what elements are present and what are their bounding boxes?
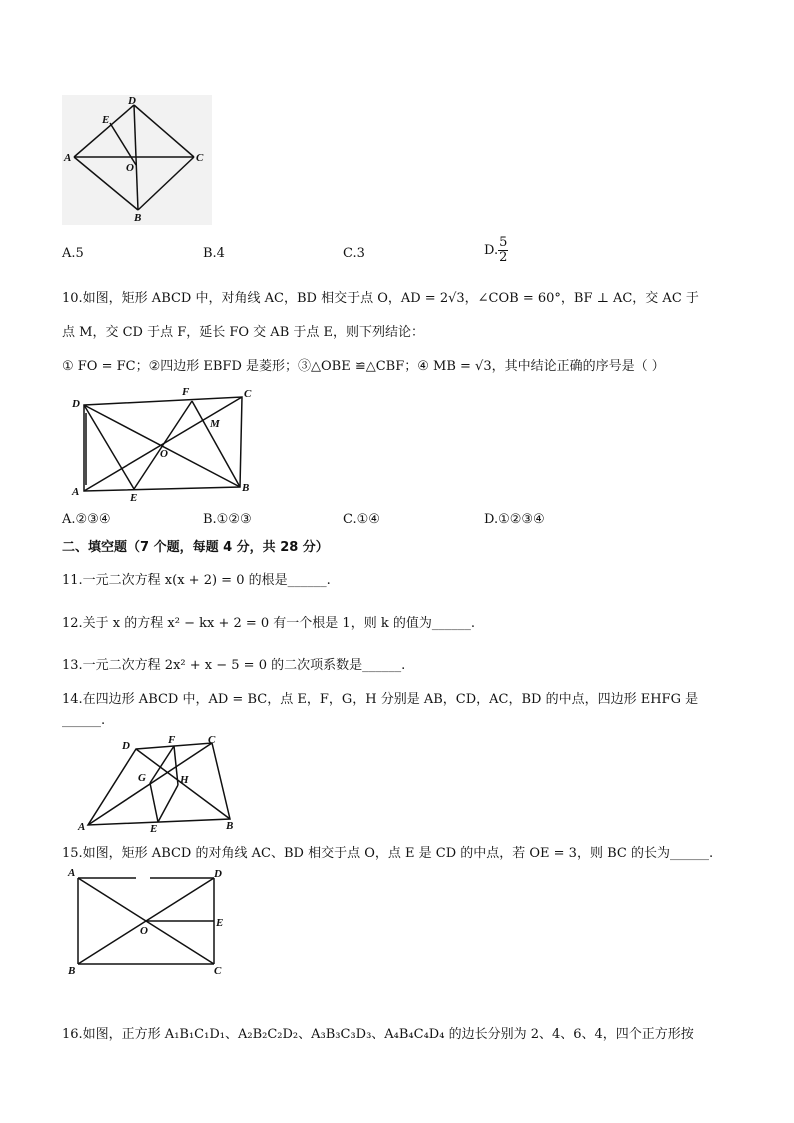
q15-label-a: A bbox=[68, 867, 76, 879]
q9-label-d: D bbox=[128, 95, 136, 107]
q14-label-a: A bbox=[78, 821, 86, 833]
q14-label-b: B bbox=[226, 820, 234, 832]
q10-label-o: O bbox=[160, 448, 168, 460]
q14-line-1: 14.在四边形 ABCD 中，AD = BC，点 E，F，G，H 分别是 AB，CD，AC，BD 的中点，四边形 EHFG 是 bbox=[62, 692, 699, 707]
q12-text: 12.关于 x 的方程 x² − kx + 2 = 0 有一个根是 1，则 k 的值为______. bbox=[62, 616, 475, 631]
q14-label-f: F bbox=[168, 734, 176, 746]
q11-text: 11.一元二次方程 x(x + 2) = 0 的根是______. bbox=[62, 573, 331, 588]
q10-option-c: C.①④ bbox=[343, 512, 380, 527]
q9-option-d-fraction bbox=[498, 236, 508, 265]
q15-label-b: B bbox=[68, 965, 76, 977]
q9-label-b: B bbox=[134, 212, 142, 224]
q14-label-g: G bbox=[138, 772, 146, 784]
q10-label-c: C bbox=[244, 388, 252, 400]
q16-text: 16.如图，正方形 A₁B₁C₁D₁、A₂B₂C₂D₂、A₃B₃C₃D₃、A₄B₄C₄D₄ 的边长分别为 2、4、6、4，四个正方形按 bbox=[62, 1027, 694, 1042]
q14-label-e: E bbox=[150, 823, 158, 833]
q14-line-2: ______. bbox=[62, 713, 106, 728]
q9-option-a: A.5 bbox=[62, 246, 84, 261]
q9-label-a: A bbox=[64, 152, 72, 164]
q9-option-d bbox=[484, 236, 508, 265]
q15-figure bbox=[64, 866, 244, 978]
q9-label-e: E bbox=[102, 114, 110, 126]
q14-label-h: H bbox=[180, 774, 189, 786]
q9-label-c: C bbox=[196, 152, 204, 164]
q9-option-b: B.4 bbox=[203, 246, 225, 261]
q14-label-d: D bbox=[122, 740, 130, 752]
q13-text: 13.一元二次方程 2x² + x − 5 = 0 的二次项系数是______. bbox=[62, 658, 406, 673]
q15-label-o: O bbox=[140, 925, 148, 937]
q10-line-1: 10.如图，矩形 ABCD 中，对角线 AC，BD 相交于点 O，AD = 2√3，∠COB = 60°，BF ⊥ AC，交 AC 于 bbox=[62, 291, 699, 306]
q9-option-d-label: D. bbox=[484, 243, 499, 258]
q10-figure bbox=[64, 383, 264, 503]
q15-label-c: C bbox=[214, 965, 222, 977]
q10-label-m: M bbox=[210, 418, 220, 430]
q9-fraction-num: 5 bbox=[499, 235, 508, 250]
q10-label-d: D bbox=[72, 398, 80, 410]
q15-label-e: E bbox=[216, 917, 224, 929]
q10-label-e: E bbox=[130, 492, 138, 503]
q15-line-1: 15.如图，矩形 ABCD 的对角线 AC、BD 相交于点 O，点 E 是 CD 的中点，若 OE = 3，则 BC 的长为______. bbox=[62, 846, 714, 861]
q9-label-o: O bbox=[126, 162, 134, 174]
q10-option-b: B.①②③ bbox=[203, 512, 252, 527]
q9-figure bbox=[62, 95, 212, 225]
q10-line-3: ① FO = FC；②四边形 EBFD 是菱形；③△OBE ≌△CBF；④ MB = √3，其中结论正确的序号是（ ） bbox=[62, 359, 665, 374]
q14-figure bbox=[72, 733, 242, 833]
q9-fraction-den: 2 bbox=[499, 250, 508, 265]
q14-label-c: C bbox=[208, 734, 216, 746]
q15-label-d: D bbox=[214, 868, 222, 880]
q10-label-b: B bbox=[242, 482, 250, 494]
q9-option-c: C.3 bbox=[343, 246, 365, 261]
q10-line-2: 点 M，交 CD 于点 F，延长 FO 交 AB 于点 E，则下列结论： bbox=[62, 325, 425, 340]
section-2-heading: 二、填空题（7 个题，每题 4 分，共 28 分） bbox=[62, 540, 329, 555]
q10-option-d: D.①②③④ bbox=[484, 512, 545, 527]
q10-label-a: A bbox=[72, 486, 80, 498]
q10-option-a: A.②③④ bbox=[62, 512, 111, 527]
q10-label-f: F bbox=[182, 386, 190, 398]
